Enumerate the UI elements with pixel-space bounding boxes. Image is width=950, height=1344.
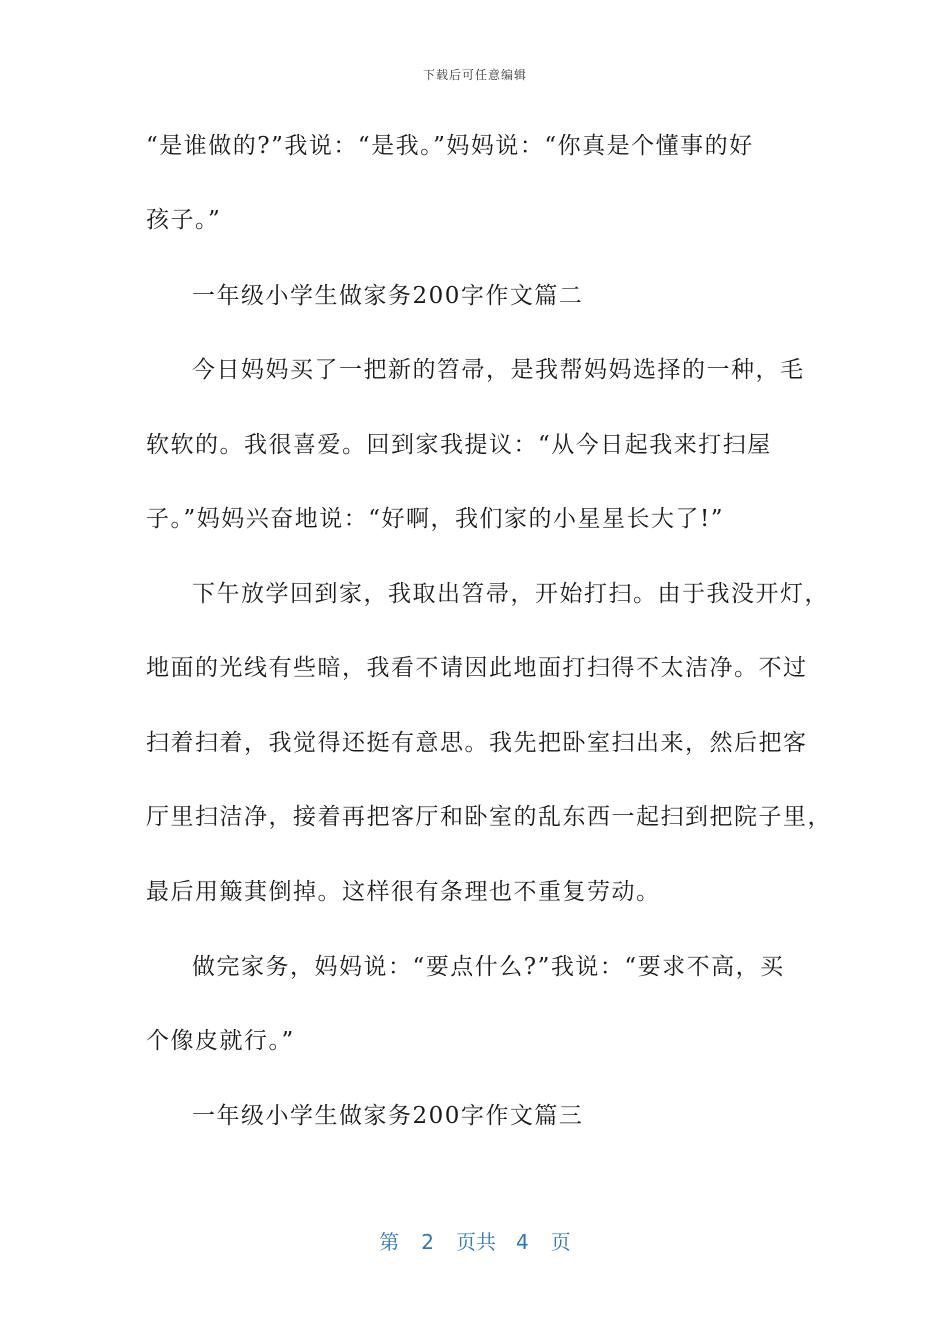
body-line-5: 软软的。我很喜爱。回到家我提议：“从今日起我来打扫屋 <box>146 432 772 458</box>
section-heading-2: 一年级小学生做家务200字作文篇二 <box>192 283 584 309</box>
footer-label-end: 页 <box>550 1230 571 1254</box>
footer-total-pages: 4 <box>516 1230 529 1254</box>
footer-label-page: 第 <box>379 1230 400 1254</box>
body-line-1: “是谁做的?”我说：“是我。”妈妈说：“你真是个懂事的好 <box>146 133 754 159</box>
body-line-12: 做完家务，妈妈说：“要点什么?”我说：“要求不高，买 <box>192 954 785 980</box>
footer-label-total: 页共 <box>456 1230 496 1254</box>
body-line-13: 个像皮就行。” <box>146 1028 295 1054</box>
page-header: 下载后可任意编辑 <box>422 68 527 82</box>
body-line-6: 子。”妈妈兴奋地说：“好啊，我们家的小星星长大了!” <box>146 506 725 532</box>
body-line-10: 厅里扫洁净，接着再把客厅和卧室的乱东西一起扫到把院子里， <box>146 804 832 830</box>
body-line-2: 孩子。” <box>146 207 222 233</box>
body-line-8: 地面的光线有些暗，我看不请因此地面打扫得不太洁净。不过 <box>146 655 808 681</box>
body-line-9: 扫着扫着，我觉得还挺有意思。我先把卧室扫出来，然后把客 <box>146 730 808 756</box>
body-line-4: 今日妈妈买了一把新的笤帚，是我帮妈妈选择的一种，毛 <box>192 357 805 383</box>
page-footer <box>0 1226 950 1255</box>
footer-current-page: 2 <box>421 1230 434 1254</box>
body-line-11: 最后用簸萁倒掉。这样很有条理也不重复劳动。 <box>146 879 661 905</box>
body-line-7: 下午放学回到家，我取出笤帚，开始打扫。由于我没开灯， <box>192 581 829 607</box>
section-heading-3: 一年级小学生做家务200字作文篇三 <box>192 1103 584 1129</box>
